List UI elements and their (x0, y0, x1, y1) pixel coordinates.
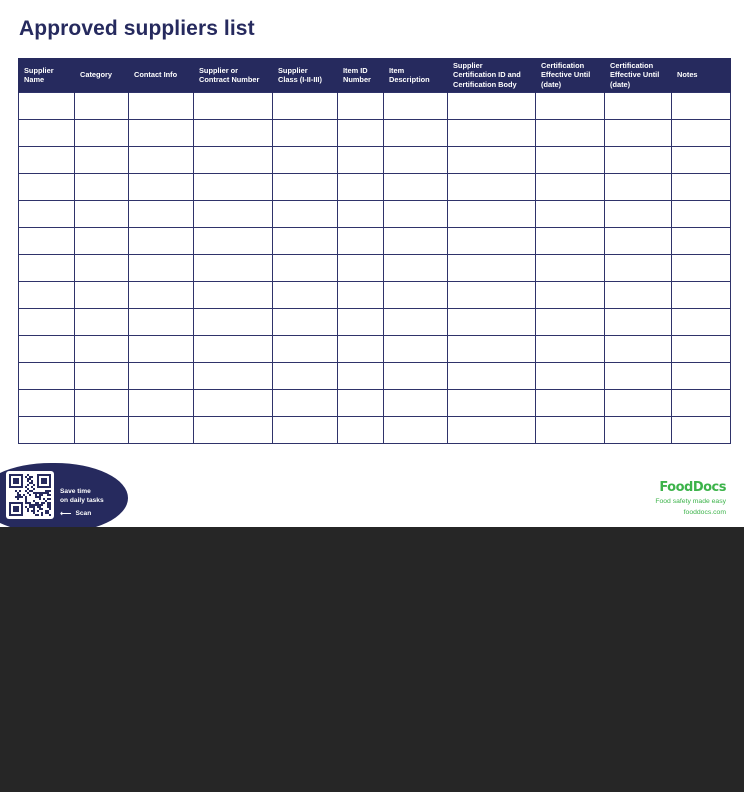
table-cell[interactable] (194, 93, 273, 120)
table-cell[interactable] (672, 336, 731, 363)
col-cert-effective-until-2: Certification Effective Until (date) (605, 58, 672, 93)
table-cell[interactable] (129, 228, 194, 255)
table-cell[interactable] (273, 309, 338, 336)
table-cell[interactable] (338, 201, 384, 228)
table-cell[interactable] (384, 390, 448, 417)
table-cell[interactable] (273, 174, 338, 201)
table-row (19, 309, 731, 336)
table-cell[interactable] (338, 309, 384, 336)
brand-url[interactable]: fooddocs.com (683, 509, 726, 516)
table-cell[interactable] (273, 120, 338, 147)
table-cell[interactable] (194, 201, 273, 228)
table-cell[interactable] (384, 201, 448, 228)
table-cell[interactable] (384, 282, 448, 309)
table-cell[interactable] (672, 174, 731, 201)
table-cell[interactable] (672, 93, 731, 120)
table-cell[interactable] (75, 255, 129, 282)
table-cell[interactable] (448, 309, 536, 336)
table-cell[interactable] (338, 228, 384, 255)
table-cell[interactable] (338, 120, 384, 147)
table-cell[interactable] (605, 228, 672, 255)
table-cell[interactable] (75, 363, 129, 390)
table-cell[interactable] (605, 336, 672, 363)
table-cell[interactable] (194, 363, 273, 390)
table-cell[interactable] (384, 309, 448, 336)
table-cell[interactable] (448, 228, 536, 255)
table-cell[interactable] (605, 147, 672, 174)
col-notes: Notes (672, 58, 731, 93)
table-cell[interactable] (194, 309, 273, 336)
table-cell[interactable] (194, 282, 273, 309)
table-cell[interactable] (273, 201, 338, 228)
qr-caption (60, 487, 104, 518)
table-cell[interactable] (194, 336, 273, 363)
table-cell[interactable] (536, 282, 605, 309)
table-cell[interactable] (338, 93, 384, 120)
table-cell[interactable] (672, 120, 731, 147)
table-cell[interactable] (273, 282, 338, 309)
table-cell[interactable] (338, 363, 384, 390)
table-cell[interactable] (605, 93, 672, 120)
table-cell[interactable] (448, 255, 536, 282)
left-arrow-icon: ⟵ (60, 508, 72, 518)
table-cell[interactable] (448, 336, 536, 363)
brand-tagline: Food safety made easy (655, 498, 726, 505)
table-cell[interactable] (75, 174, 129, 201)
col-item-description: Item Description (384, 58, 448, 93)
table-cell[interactable] (273, 147, 338, 174)
table-cell[interactable] (194, 147, 273, 174)
table-row (19, 174, 731, 201)
table-cell[interactable] (338, 282, 384, 309)
table-cell[interactable] (19, 336, 75, 363)
table-cell[interactable] (75, 93, 129, 120)
col-certification-id: Supplier Certification ID and Certification Body (448, 58, 536, 93)
table-header-row (19, 58, 731, 93)
table-cell[interactable] (384, 147, 448, 174)
table-cell[interactable] (384, 174, 448, 201)
table-cell[interactable] (19, 147, 75, 174)
table-cell[interactable] (536, 93, 605, 120)
table-cell[interactable] (19, 93, 75, 120)
table-row (19, 282, 731, 309)
table-cell[interactable] (672, 147, 731, 174)
table-cell[interactable] (75, 147, 129, 174)
table-cell[interactable] (384, 120, 448, 147)
table-cell[interactable] (448, 93, 536, 120)
empty-backdrop (0, 527, 744, 792)
table-cell[interactable] (19, 390, 75, 417)
table-cell[interactable] (605, 282, 672, 309)
table-cell[interactable] (19, 363, 75, 390)
table-cell[interactable] (536, 201, 605, 228)
scan-label: Scan (75, 510, 92, 517)
table-cell[interactable] (672, 309, 731, 336)
table-cell[interactable] (672, 228, 731, 255)
table-row (19, 363, 731, 390)
table-cell[interactable] (129, 417, 194, 444)
table-cell[interactable] (273, 363, 338, 390)
scan-row (60, 509, 104, 518)
table-cell[interactable] (19, 201, 75, 228)
table-cell[interactable] (536, 309, 605, 336)
table-cell[interactable] (273, 255, 338, 282)
table-cell[interactable] (672, 417, 731, 444)
table-cell[interactable] (605, 390, 672, 417)
table-cell[interactable] (194, 174, 273, 201)
qr-code[interactable] (6, 471, 54, 519)
table-cell[interactable] (75, 282, 129, 309)
table-cell[interactable] (19, 282, 75, 309)
table-cell[interactable] (273, 336, 338, 363)
table-cell[interactable] (129, 390, 194, 417)
table-cell[interactable] (338, 336, 384, 363)
table-cell[interactable] (19, 255, 75, 282)
table-body (19, 93, 731, 444)
table-cell[interactable] (605, 174, 672, 201)
table-cell[interactable] (19, 309, 75, 336)
table-cell[interactable] (19, 417, 75, 444)
table-cell[interactable] (672, 255, 731, 282)
table-cell[interactable] (605, 255, 672, 282)
table-cell[interactable] (273, 390, 338, 417)
col-item-id: Item ID Number (338, 58, 384, 93)
table-cell[interactable] (384, 93, 448, 120)
table-cell[interactable] (536, 228, 605, 255)
table-row (19, 147, 731, 174)
table-row (19, 93, 731, 120)
table-cell[interactable] (536, 390, 605, 417)
table-cell[interactable] (536, 363, 605, 390)
table-cell[interactable] (605, 120, 672, 147)
col-contact-info: Contact Info (129, 58, 194, 93)
col-supplier-class: Supplier Class (I-II-III) (273, 58, 338, 93)
table-cell[interactable] (194, 390, 273, 417)
table-cell[interactable] (129, 120, 194, 147)
table-cell[interactable] (448, 417, 536, 444)
table-cell[interactable] (129, 282, 194, 309)
table-cell[interactable] (75, 120, 129, 147)
table-cell[interactable] (384, 417, 448, 444)
table-cell[interactable] (384, 255, 448, 282)
table-cell[interactable] (448, 147, 536, 174)
table-cell[interactable] (672, 363, 731, 390)
col-category: Category (75, 58, 129, 93)
table-cell[interactable] (129, 363, 194, 390)
table-cell[interactable] (129, 255, 194, 282)
table-cell[interactable] (536, 336, 605, 363)
table-cell[interactable] (605, 309, 672, 336)
table-cell[interactable] (384, 228, 448, 255)
table-cell[interactable] (75, 228, 129, 255)
col-contract-number: Supplier or Contract Number (194, 58, 273, 93)
table-cell[interactable] (448, 201, 536, 228)
qr-caption-line2: on daily tasks (60, 497, 104, 504)
table-row (19, 390, 731, 417)
table-cell[interactable] (129, 309, 194, 336)
table-cell[interactable] (672, 390, 731, 417)
table-cell[interactable] (338, 255, 384, 282)
table-cell[interactable] (129, 336, 194, 363)
table-cell[interactable] (448, 363, 536, 390)
table-cell[interactable] (75, 390, 129, 417)
table-row (19, 417, 731, 444)
table-cell[interactable] (338, 174, 384, 201)
table-cell[interactable] (536, 417, 605, 444)
table-cell[interactable] (448, 282, 536, 309)
table-cell[interactable] (75, 336, 129, 363)
table-cell[interactable] (448, 390, 536, 417)
table-cell[interactable] (605, 201, 672, 228)
table-cell[interactable] (19, 120, 75, 147)
table-row (19, 336, 731, 363)
table-cell[interactable] (338, 417, 384, 444)
table-cell[interactable] (448, 120, 536, 147)
table-cell[interactable] (273, 417, 338, 444)
table-cell[interactable] (448, 174, 536, 201)
table-cell[interactable] (129, 174, 194, 201)
table-cell[interactable] (536, 147, 605, 174)
table-cell[interactable] (129, 147, 194, 174)
table-cell[interactable] (605, 417, 672, 444)
table-cell[interactable] (338, 390, 384, 417)
table-cell[interactable] (384, 336, 448, 363)
table-cell[interactable] (536, 174, 605, 201)
table-cell[interactable] (194, 120, 273, 147)
page-title: Approved suppliers list (19, 17, 255, 40)
table-cell[interactable] (194, 228, 273, 255)
table-cell[interactable] (605, 363, 672, 390)
suppliers-table (18, 58, 731, 444)
col-cert-effective-until-1: Certification Effective Until (date) (536, 58, 605, 93)
table-cell[interactable] (75, 201, 129, 228)
table-cell[interactable] (672, 282, 731, 309)
table-cell[interactable] (338, 147, 384, 174)
col-supplier-name: Supplier Name (19, 58, 75, 93)
table-cell[interactable] (273, 93, 338, 120)
table-row (19, 120, 731, 147)
table-cell[interactable] (273, 228, 338, 255)
table-cell[interactable] (129, 201, 194, 228)
table-cell[interactable] (536, 120, 605, 147)
table-cell[interactable] (75, 417, 129, 444)
table-cell[interactable] (384, 363, 448, 390)
table-cell[interactable] (194, 417, 273, 444)
table-row (19, 255, 731, 282)
table-cell[interactable] (129, 93, 194, 120)
table-cell[interactable] (194, 255, 273, 282)
fooddocs-logo: FoodDocs (659, 480, 726, 495)
table-row (19, 201, 731, 228)
table-cell[interactable] (19, 174, 75, 201)
brand-block (655, 480, 726, 518)
qr-caption-line1: Save time (60, 488, 91, 495)
table-cell[interactable] (75, 309, 129, 336)
table-cell[interactable] (672, 201, 731, 228)
qr-code-icon (9, 474, 51, 516)
table-cell[interactable] (536, 255, 605, 282)
table-cell[interactable] (19, 228, 75, 255)
table-row (19, 228, 731, 255)
